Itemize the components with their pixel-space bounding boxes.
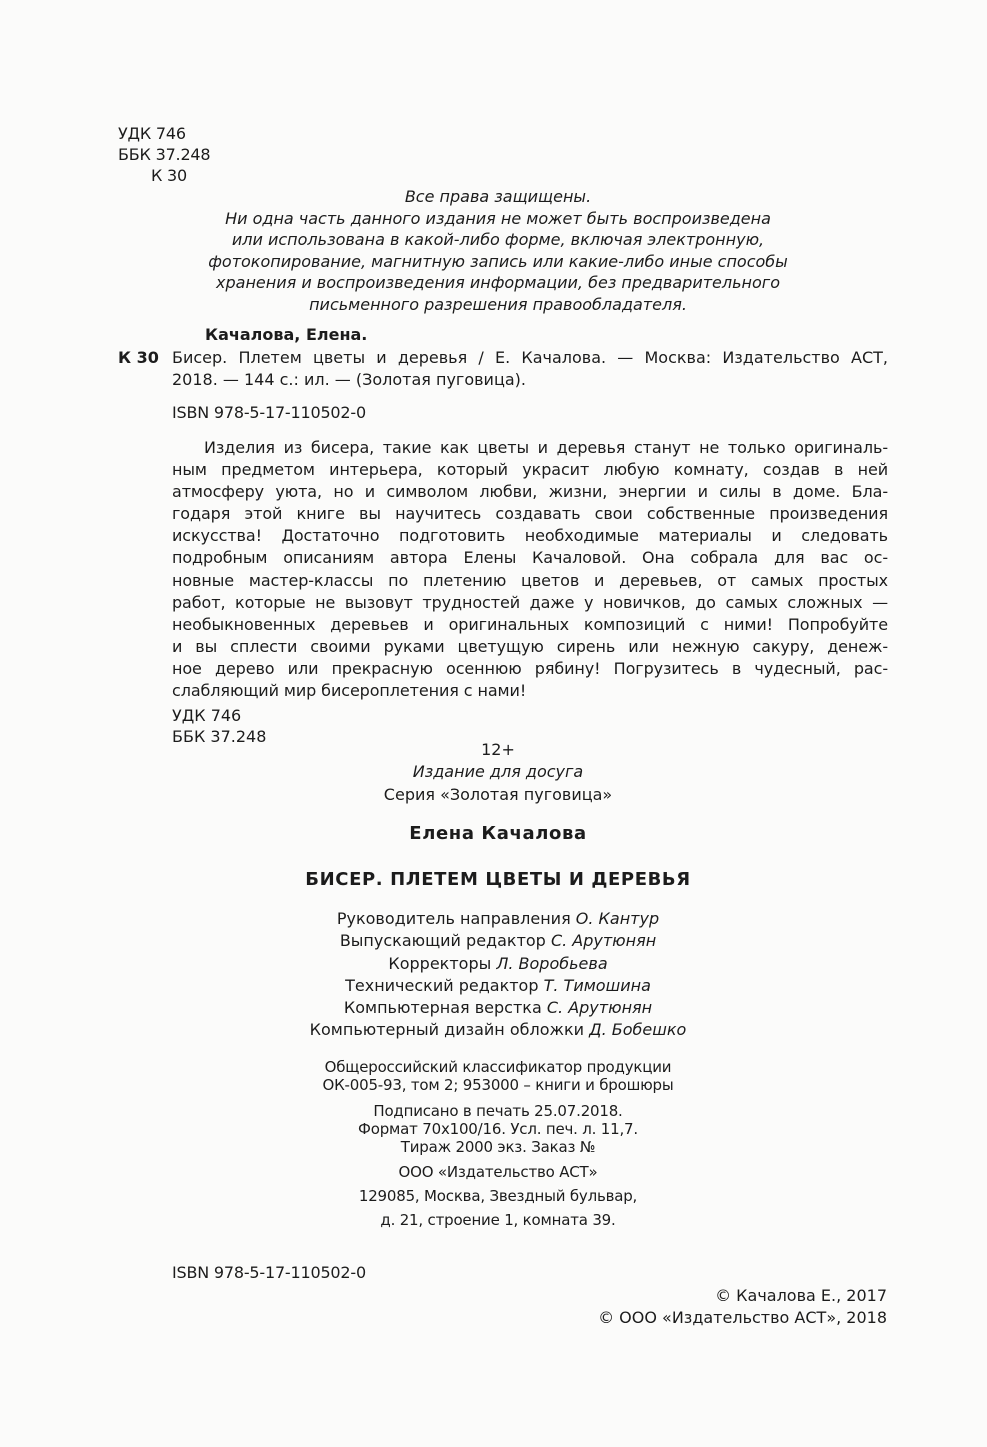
annotation-line: подробным описаниям автора Елены Качаловой. Она собрала для вас ос-: [172, 548, 888, 568]
staff-line: [160, 997, 836, 1019]
edition-type: Издание для досуга: [412, 762, 584, 781]
staff-credits: [160, 908, 836, 1042]
annotation-line: искусства! Достаточно подготовить необходимые материалы и следовать: [172, 526, 888, 546]
staff-line: [160, 908, 836, 930]
copyright-line: © ООО «Издательство АСТ», 2018: [598, 1308, 887, 1327]
publisher-line: ООО «Издательство АСТ»: [398, 1162, 598, 1181]
annotation-line: ным предметом интерьера, который украсит любую комнату, создав в ней: [172, 460, 888, 480]
staff-role: Технический редактор: [345, 975, 539, 995]
staff-person: Д. Бобешко: [589, 1020, 687, 1040]
copyright-line: © Качалова Е., 2017: [715, 1286, 887, 1305]
imprint-block: [160, 740, 836, 1229]
classifier-line: Общероссийский классификатор продукции: [324, 1057, 672, 1076]
udk-block-top: [118, 123, 210, 186]
annotation-line: и вы сплести своими руками цветущую сирень или нежную сакуру, денеж-: [172, 636, 888, 656]
staff-role: Компьютерная верстка: [343, 998, 542, 1018]
staff-role: Корректоры: [388, 953, 492, 973]
staff-role: Компьютерный дизайн обложки: [309, 1020, 584, 1040]
print-info-line: Формат 70x100/16. Усл. печ. л. 11,7.: [358, 1119, 638, 1138]
book-title: БИСЕР. ПЛЕТЕМ ЦВЕТЫ И ДЕРЕВЬЯ: [305, 869, 691, 890]
annotation-line: необыкновенных деревьев и оригинальных композиций с ними! Попробуйте: [172, 614, 888, 634]
biblio-line: 2018. — 144 с.: ил. — (Золотая пуговица).: [172, 370, 526, 389]
staff-person: С. Арутюнян: [546, 998, 653, 1018]
isbn-top: ISBN 978-5-17-110502-0: [172, 403, 366, 422]
udk-code: УДК 746: [172, 706, 242, 725]
author-heading: Качалова, Елена.: [205, 325, 368, 344]
author-name: Елена Качалова: [409, 823, 587, 844]
staff-person: С. Арутюнян: [550, 931, 657, 951]
rights-line: хранения и воспроизведения информации, без предварительного: [216, 273, 780, 293]
rights-line: фотокопирование, магнитную запись или какие-либо иные способы: [208, 251, 788, 271]
series-name: Серия «Золотая пуговица»: [383, 785, 613, 804]
biblio-line: Бисер. Плетем цветы и деревья / Е. Качалова. — Москва: Издательство АСТ,: [172, 348, 888, 367]
author-mark-code: К 30: [151, 166, 188, 185]
age-rating: 12+: [481, 740, 515, 759]
udk-code: УДК 746: [118, 124, 186, 143]
annotation-line: слабляющий мир бисероплетения с нами!: [172, 681, 527, 701]
staff-person: Л. Воробьева: [496, 953, 608, 973]
publisher-line: 129085, Москва, Звездный бульвар,: [358, 1186, 638, 1205]
rights-notice: [130, 186, 866, 316]
print-info-line: Тираж 2000 экз. Заказ №: [400, 1137, 596, 1156]
print-info-line: Подписано в печать 25.07.2018.: [373, 1101, 623, 1120]
publisher-info: [160, 1163, 836, 1229]
isbn-bottom: ISBN 978-5-17-110502-0: [172, 1263, 366, 1282]
staff-person: О. Кантур: [575, 909, 660, 928]
staff-line: [160, 930, 836, 952]
annotation-line: новные мастер-классы по плетению цветов и деревьев, от самых простых: [172, 570, 888, 590]
copyright-notice: [598, 1285, 887, 1329]
annotation-line: атмосферу уюта, но и символом любви, жизни, энергии и силы в доме. Бла-: [172, 482, 888, 502]
staff-line: [160, 1019, 836, 1041]
staff-role: Руководитель направления: [336, 909, 571, 928]
publisher-line: д. 21, строение 1, комната 39.: [380, 1210, 616, 1229]
annotation-line: работ, которые не вызовут трудностей даже у новичков, до самых сложных —: [172, 592, 888, 612]
print-info: [160, 1102, 836, 1156]
rights-line: Все права защищены.: [404, 187, 592, 206]
staff-role: Выпускающий редактор: [339, 931, 546, 951]
product-classifier: [160, 1058, 836, 1094]
author-mark: К 30: [118, 348, 159, 367]
annotation-line: Изделия из бисера, такие как цветы и деревья станут не только оригиналь-: [204, 438, 888, 457]
annotation-line: ное дерево или прекрасную осеннюю рябину! Погрузитесь в чудесный, рас-: [172, 658, 888, 678]
bbk-code: ББК 37.248: [172, 727, 267, 746]
rights-line: письменного разрешения правообладателя.: [309, 294, 687, 314]
classifier-line: ОК-005-93, том 2; 953000 – книги и брошюры: [322, 1075, 674, 1094]
bbk-code: ББК 37.248: [118, 145, 211, 164]
staff-line: [160, 975, 836, 997]
rights-line: Ни одна часть данного издания не может быть воспроизведена: [225, 208, 771, 228]
annotation: [172, 437, 888, 702]
staff-person: Т. Тимошина: [543, 975, 651, 995]
annotation-line: годаря этой книге вы научитесь создавать свои собственные произведения: [172, 504, 888, 524]
rights-line: или использована в какой-либо форме, включая электронную,: [231, 230, 765, 250]
bibliographic-description: [172, 347, 888, 391]
staff-line: [160, 953, 836, 975]
